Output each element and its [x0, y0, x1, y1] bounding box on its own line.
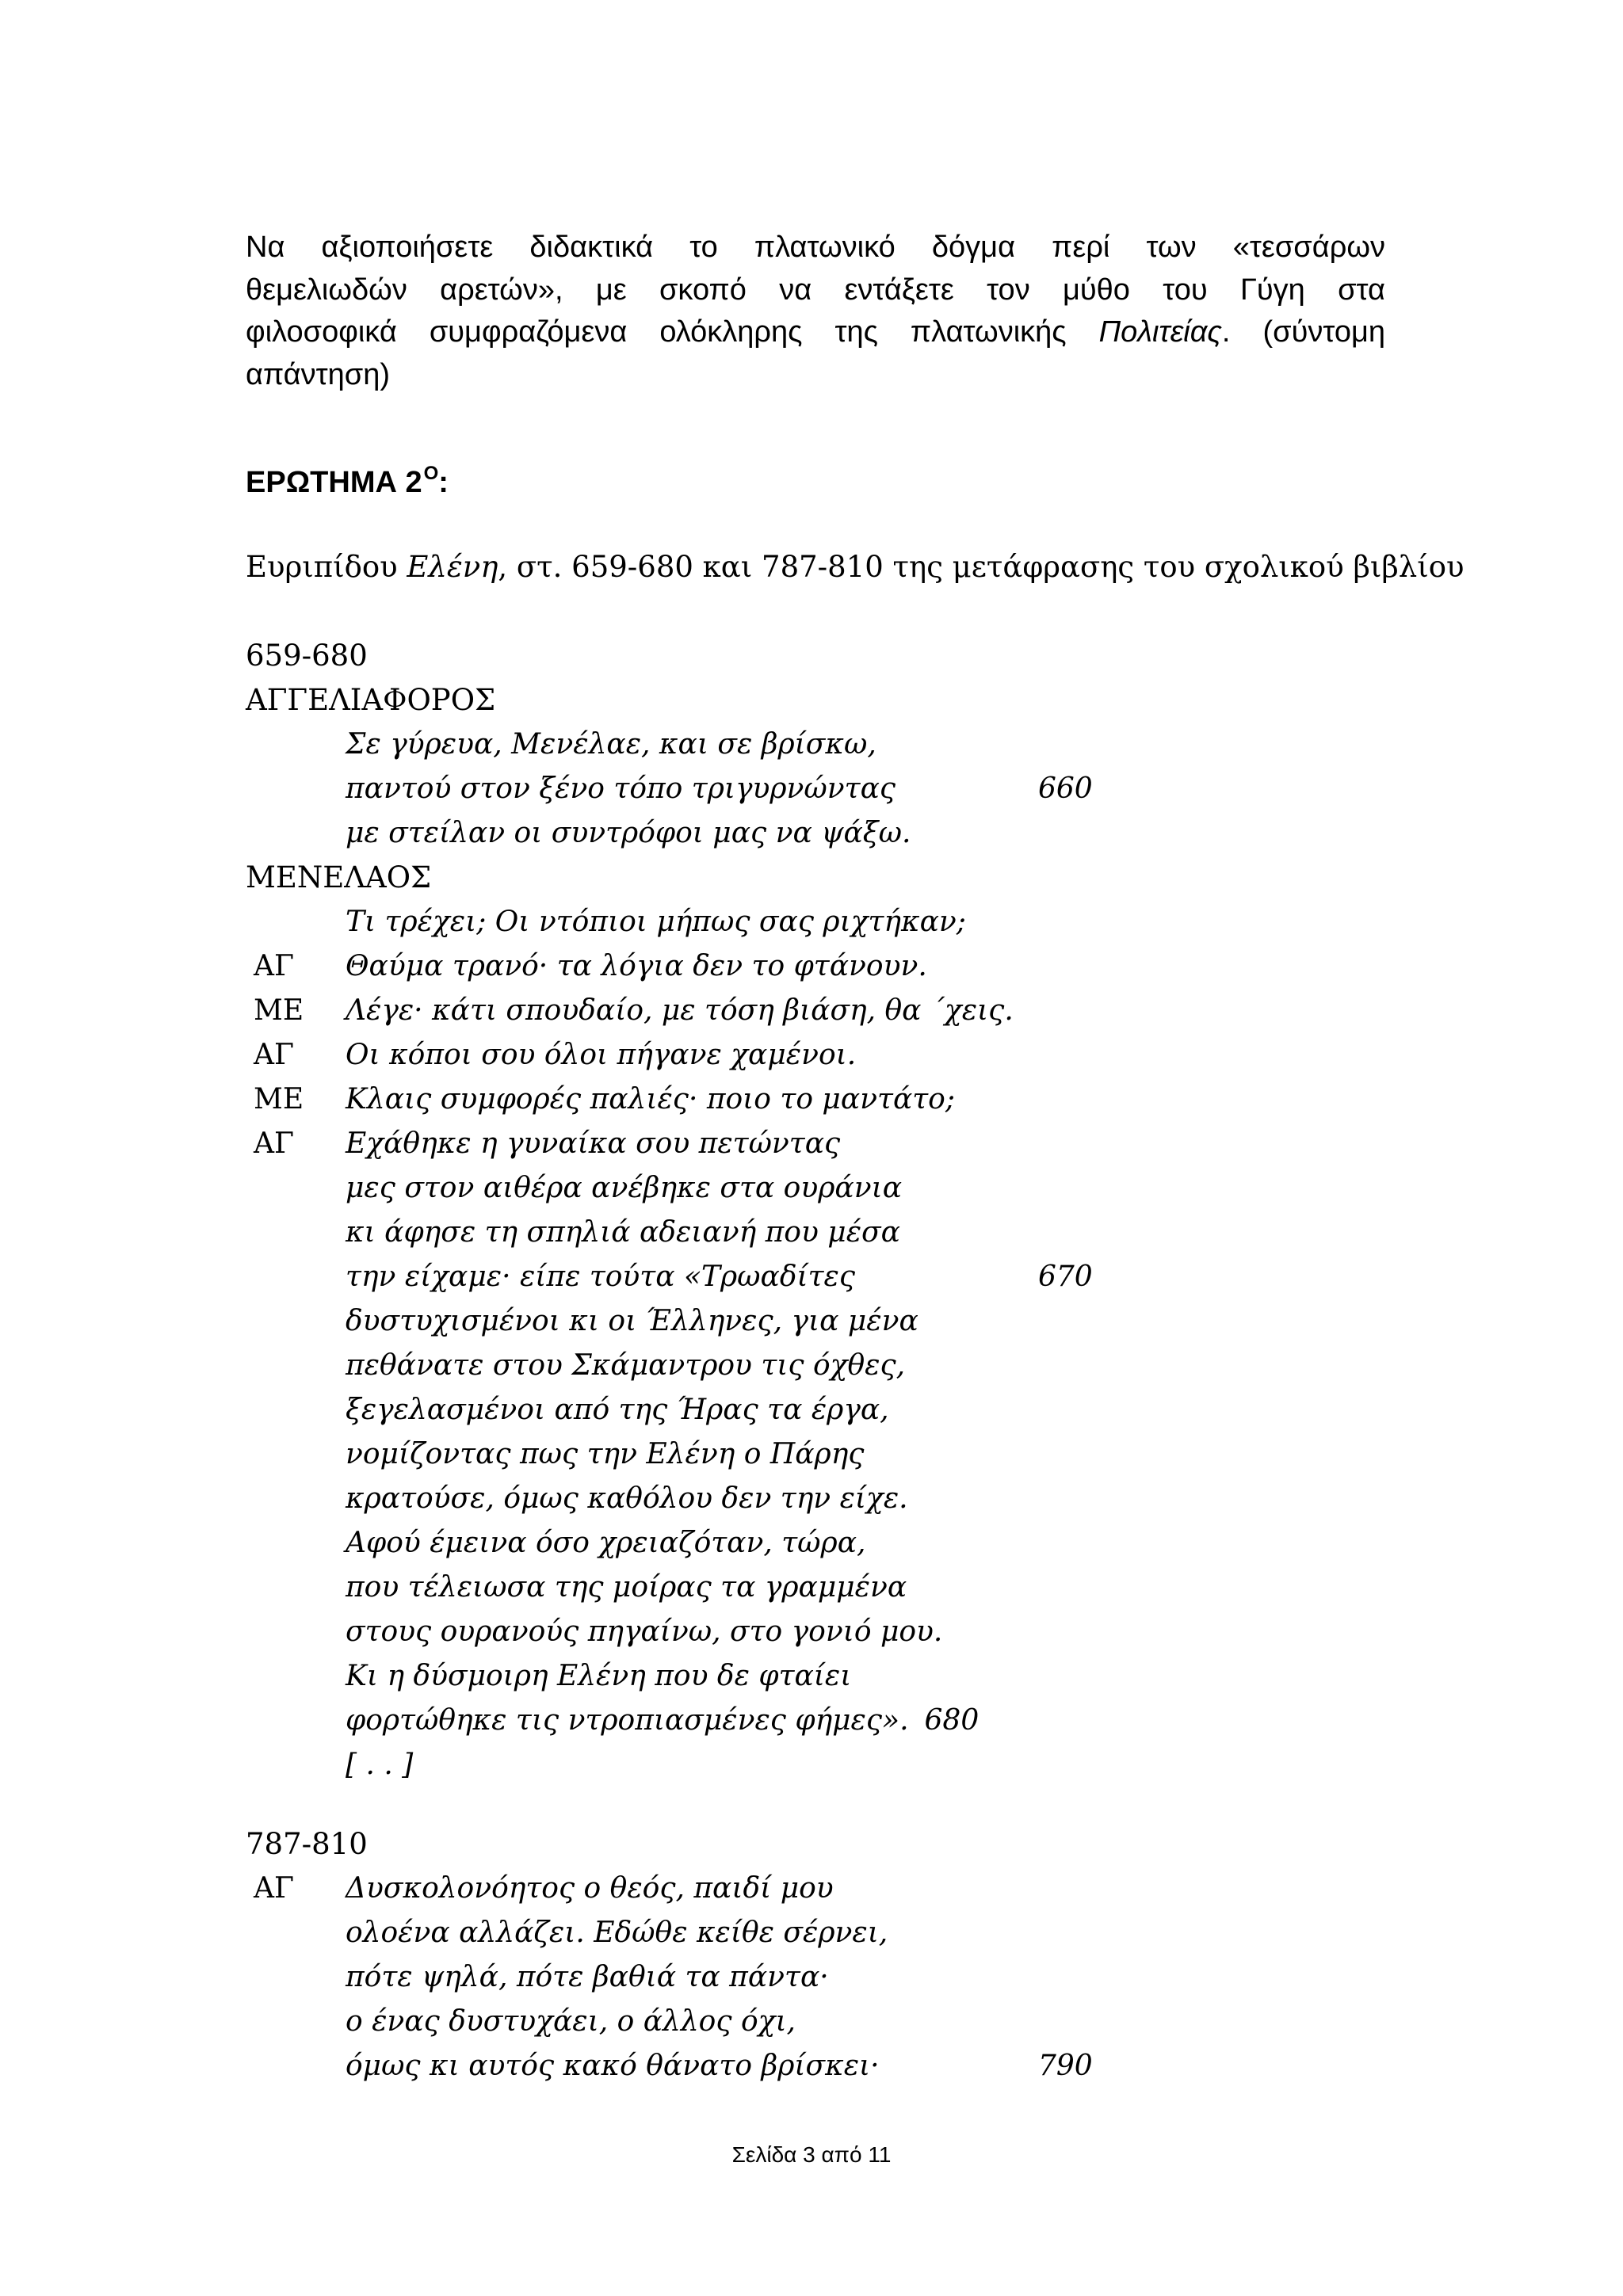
intro-line — [246, 311, 1385, 354]
verse-range: 659-680 — [246, 639, 368, 673]
line-number: 670 — [1038, 1261, 1093, 1293]
verse-text: παντού στον ξένο τόπο τριγυρνώντας — [346, 772, 896, 805]
line-speaker: ΑΓ — [254, 1127, 294, 1160]
verse-line — [246, 1211, 900, 1255]
verse-text: Εχάθηκε η γυναίκα σου πετώντας — [346, 1127, 841, 1160]
verse-line — [246, 1166, 902, 1211]
intro-line: απάντηση) — [246, 357, 391, 391]
verse-text: που τέλειωσα της μοίρας τα γραμμένα — [346, 1571, 907, 1604]
verse-line — [246, 900, 966, 944]
source-text: , στ. 659-680 και 787-810 της μετάφρασης του σχολικού βιβλίου — [498, 550, 1465, 584]
verse-line — [246, 989, 1014, 1033]
verse-line — [246, 1388, 889, 1432]
verse-line — [246, 811, 911, 856]
verse-text: Δυσκολονόητος ο θεός, παιδί μου — [346, 1872, 834, 1905]
speaker-name: ΑΓΓΕΛΙΑΦΟΡΟΣ — [246, 683, 496, 717]
verse-text: Σε γύρευα, Μενέλαε, και σε βρίσκω, — [346, 728, 876, 761]
verse-line — [246, 1255, 1093, 1299]
heading-text: ΕΡΩΤΗΜΑ 2 — [246, 466, 422, 499]
verse-line — [246, 2000, 796, 2044]
line-speaker: ΑΓ — [254, 950, 294, 982]
verse-line — [246, 1654, 852, 1699]
verse-text: Κλαις συμφορές παλιές· ποιο το μαντάτο; — [346, 1083, 955, 1116]
page-footer: Σελίδα 3 από 11 — [731, 2142, 892, 2167]
line-speaker: ΜΕ — [254, 994, 304, 1027]
verse-text: με στείλαν οι συντρόφοι μας να ψάξω. — [346, 817, 911, 849]
line-number: 680 — [924, 1704, 980, 1737]
verse-text: Θαύμα τρανό· τα λόγια δεν το φτάνουν. — [346, 950, 927, 982]
verse-text: Αφού έμεινα όσο χρειαζόταν, τώρα, — [346, 1527, 866, 1559]
verse-line — [246, 723, 876, 767]
verse-text: Οι κόποι σου όλοι πήγανε χαμένοι. — [346, 1039, 857, 1071]
verse-section-2 — [246, 1822, 1093, 2088]
verse-line — [246, 1122, 841, 1166]
question-heading — [246, 450, 449, 506]
verse-line — [246, 767, 1093, 811]
verse-line — [246, 1867, 834, 1911]
verse-text: πεθάνατε στου Σκάμαντρου τις όχθες, — [346, 1349, 906, 1382]
verse-lines — [246, 723, 1093, 856]
verse-line — [246, 1955, 829, 2000]
source-title: Ελένη — [407, 550, 498, 584]
verse-line — [246, 1432, 865, 1477]
line-number: 790 — [1038, 2050, 1093, 2082]
intro-italic-title: Πολιτείας — [1098, 315, 1222, 349]
intro-line: θεμελιωδών αρετών», με σκοπό να εντάξετε τον μύθο του Γύγη στα — [246, 273, 1385, 307]
verse-line — [246, 944, 927, 989]
verse-text: κι άφησε τη σπηλιά αδειανή που μέσα — [346, 1216, 900, 1249]
verse-text-content: φορτώθηκε τις ντροπιασμένες φήμες». — [346, 1704, 909, 1737]
intro-line: Να αξιοποιήσετε διδακτικά το πλατωνικό δόγμα περί των «τεσσάρων — [246, 231, 1385, 264]
verse-line — [246, 1566, 907, 1610]
line-number: 660 — [1038, 772, 1093, 805]
verse-line — [246, 1344, 906, 1388]
verse-text: κρατούσε, όμως καθόλου δεν την είχε. — [346, 1482, 908, 1515]
verse-section-1 — [246, 634, 1093, 1787]
verse-line — [246, 1033, 857, 1077]
line-speaker: ΑΓ — [254, 1039, 294, 1071]
intro-paragraph — [246, 227, 1385, 396]
source-text: Ευριπίδου — [246, 550, 407, 584]
verse-text: Τι τρέχει; Οι ντόπιοι μήπως σας ριχτήκαν; — [346, 906, 966, 938]
verse-line — [246, 1911, 888, 1955]
verse-line — [246, 2044, 1093, 2088]
line-speaker: ΑΓ — [254, 1872, 294, 1905]
heading-superscript: Ο — [423, 463, 439, 484]
verse-text: πότε ψηλά, πότε βαθιά τα πάντα· — [346, 1961, 829, 1993]
verse-line — [246, 1743, 495, 1787]
verse-text: νομίζοντας πως την Ελένη ο Πάρης — [346, 1438, 865, 1470]
verse-text: δυστυχισμένοι κι οι Έλληνες, για μένα — [346, 1305, 918, 1337]
verse-lines — [246, 900, 1093, 1699]
intro-text: . (σύντομη — [1221, 315, 1385, 349]
speaker-name: ΜΕΝΕΛΑΟΣ — [246, 860, 432, 894]
verse-text: ολοένα αλλάζει. Εδώθε κείθε σέρνει, — [346, 1917, 888, 1949]
verse-text: ο ένας δυστυχάει, ο άλλος όχι, — [346, 2005, 796, 2038]
verse-line — [246, 1077, 955, 1122]
verse-line — [246, 1299, 918, 1344]
verse-text: Λέγε· κάτι σπουδαίο, με τόση βιάση, θα ΄χεις. — [346, 994, 1014, 1027]
verse-text: την είχαμε· είπε τούτα «Τρωαδίτες — [346, 1261, 856, 1293]
heading-suffix: : — [438, 466, 449, 499]
verse-text: στους ουρανούς πηγαίνω, στο γονιό μου. — [346, 1615, 943, 1648]
verse-text: όμως κι αυτός κακό θάνατο βρίσκει· — [346, 2050, 880, 2082]
verse-text: ξεγελασμένοι από της Ήρας τα έργα, — [346, 1394, 889, 1426]
verse-text: μες στον αιθέρα ανέβηκε στα ουράνια — [346, 1172, 902, 1204]
ellipsis: [ . . ] — [346, 1749, 414, 1781]
source-reference — [246, 543, 1464, 591]
verse-line — [246, 1477, 908, 1521]
intro-text: φιλοσοφικά συμφραζόμενα ολόκληρης της πλατωνικής — [246, 315, 1099, 349]
verse-line — [246, 1610, 943, 1654]
verse-range: 787-810 — [246, 1827, 368, 1861]
verse-lines — [246, 1867, 1093, 2088]
verse-text: Κι η δύσμοιρη Ελένη που δε φταίει — [346, 1660, 852, 1692]
line-speaker: ΜΕ — [254, 1083, 304, 1116]
verse-line — [246, 1521, 866, 1566]
verse-line — [246, 1699, 980, 1743]
verse-text — [346, 1699, 979, 1743]
